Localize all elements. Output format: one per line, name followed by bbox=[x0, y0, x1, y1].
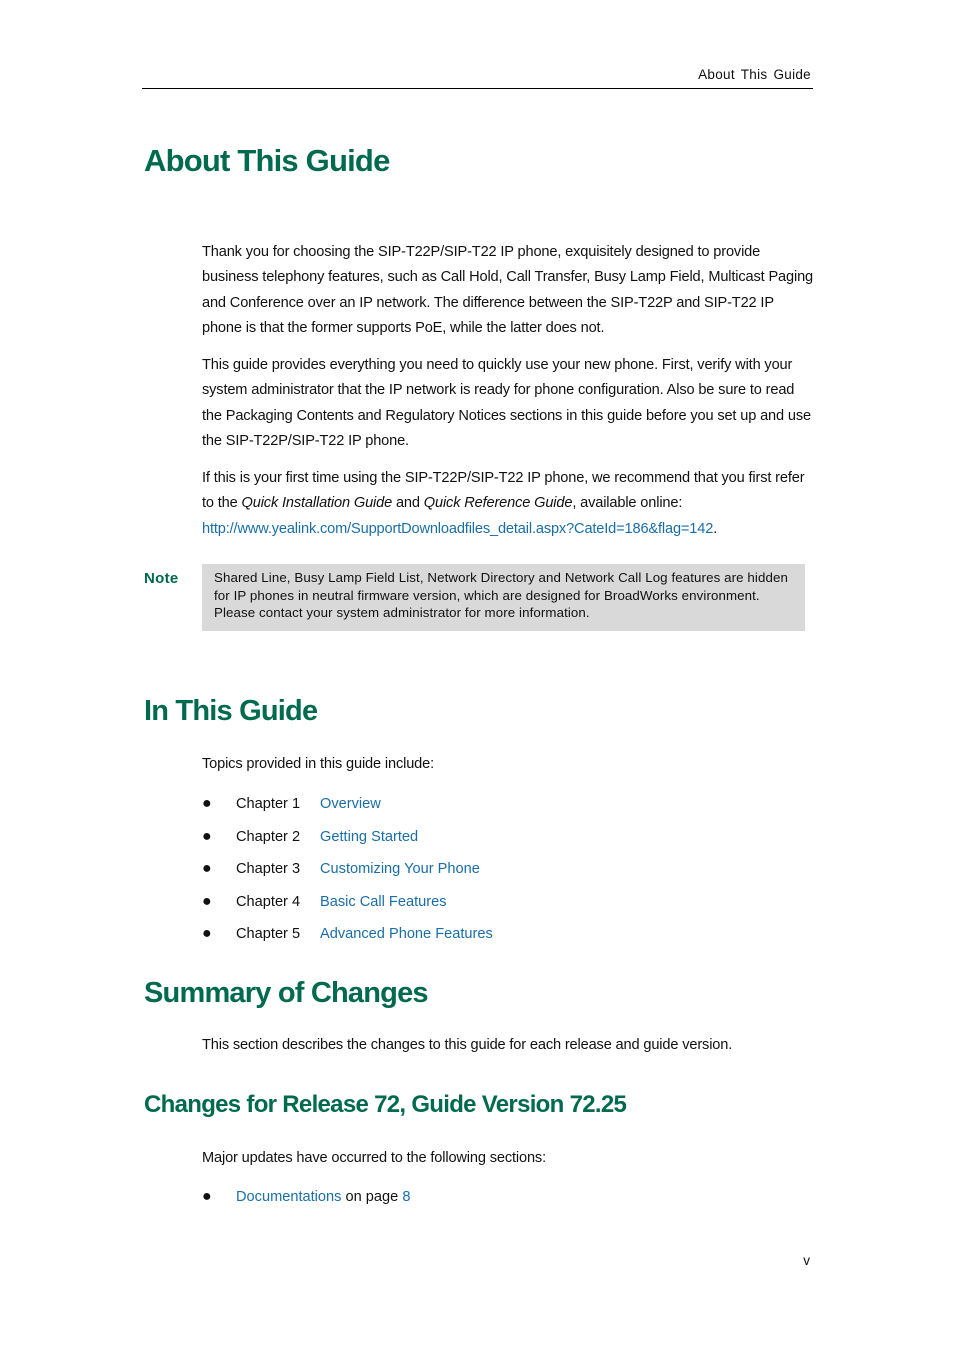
header-rule bbox=[142, 88, 813, 89]
intro-paragraph-1: Thank you for choosing the SIP-T22P/SIP-T22 IP phone, exquisitely designed to provide business telephony features, such as Call Hold, Call Transfer, Busy Lamp Field, Multicast Paging and Conference over an IP network. The difference between the SIP-T22P and SIP-T22 IP phone is that the former supports PoE, while the latter does not. bbox=[202, 244, 814, 336]
page-number: v bbox=[803, 1253, 810, 1268]
documentations-link[interactable]: Documentations bbox=[236, 1189, 342, 1205]
para3-text-end: . bbox=[713, 520, 718, 537]
bullet-icon: ● bbox=[202, 925, 212, 942]
change-item bbox=[236, 1187, 410, 1207]
intro-paragraph-2: This guide provides everything you need to quickly use your new phone. First, verify with your system administrator that the IP network is ready for phone configuration. Also be sure to read the Packaging Contents and Regulatory Notices sections in this guide before you set up and use the SIP-T22P/SIP-T22 IP phone. bbox=[202, 357, 811, 449]
chapter-link-customizing-your-phone[interactable]: Customizing Your Phone bbox=[320, 861, 480, 877]
bullet-icon: ● bbox=[202, 795, 212, 812]
bullet-icon: ● bbox=[202, 1188, 212, 1205]
quick-installation-guide-title: Quick Installation Guide bbox=[241, 495, 393, 512]
on-page-text: on page bbox=[341, 1189, 403, 1205]
chapter-number: Chapter 3 bbox=[236, 861, 301, 877]
para3-text-available: , available online: bbox=[572, 495, 683, 512]
release-intro: Major updates have occurred to the following sections: bbox=[202, 1150, 546, 1166]
chapter-number: Chapter 1 bbox=[236, 796, 301, 812]
summary-of-changes-heading: Summary of Changes bbox=[144, 977, 428, 1009]
quick-reference-guide-title: Quick Reference Guide bbox=[423, 495, 573, 512]
chapter-link-getting-started[interactable]: Getting Started bbox=[320, 828, 419, 845]
topics-intro: Topics provided in this guide include: bbox=[202, 756, 434, 772]
chapter-link-basic-call-features[interactable]: Basic Call Features bbox=[320, 893, 447, 910]
release-changes-heading: Changes for Release 72, Guide Version 72.25 bbox=[144, 1091, 627, 1118]
running-header: About This Guide bbox=[698, 67, 811, 82]
bullet-icon: ● bbox=[202, 827, 212, 845]
page-title: About This Guide bbox=[144, 143, 390, 178]
chapter-link-advanced-phone-features[interactable]: Advanced Phone Features bbox=[320, 926, 493, 942]
chapter-number: Chapter 5 bbox=[236, 926, 301, 942]
summary-intro: This section describes the changes to this guide for each release and guide version. bbox=[202, 1037, 733, 1053]
para3-text-and: and bbox=[392, 495, 424, 512]
para3-text-start: If this is your first time using the SIP-T22P/SIP-T22 IP phone, we recommend that you first refer to the bbox=[202, 470, 805, 512]
in-this-guide-heading: In This Guide bbox=[144, 695, 318, 727]
chapter-number: Chapter 4 bbox=[236, 893, 301, 910]
bullet-icon: ● bbox=[202, 860, 212, 877]
page-number-link[interactable]: 8 bbox=[402, 1189, 411, 1205]
chapter-link-overview[interactable]: Overview bbox=[320, 796, 381, 812]
note-text: Shared Line, Busy Lamp Field List, Network Directory and Network Call Log features are hidden for IP phones in neutral firmware version, which are designed for BroadWorks environment. Please contact your system administrator for more information. bbox=[214, 570, 788, 621]
note-box bbox=[202, 564, 805, 631]
intro-paragraph-3 bbox=[202, 466, 814, 542]
chapter-number: Chapter 2 bbox=[236, 828, 301, 845]
note-label: Note bbox=[144, 570, 179, 587]
bullet-icon: ● bbox=[202, 892, 212, 910]
yealink-support-link[interactable]: http://www.yealink.com/SupportDownloadfiles_detail.aspx?CateId=186&flag=142 bbox=[202, 520, 714, 537]
